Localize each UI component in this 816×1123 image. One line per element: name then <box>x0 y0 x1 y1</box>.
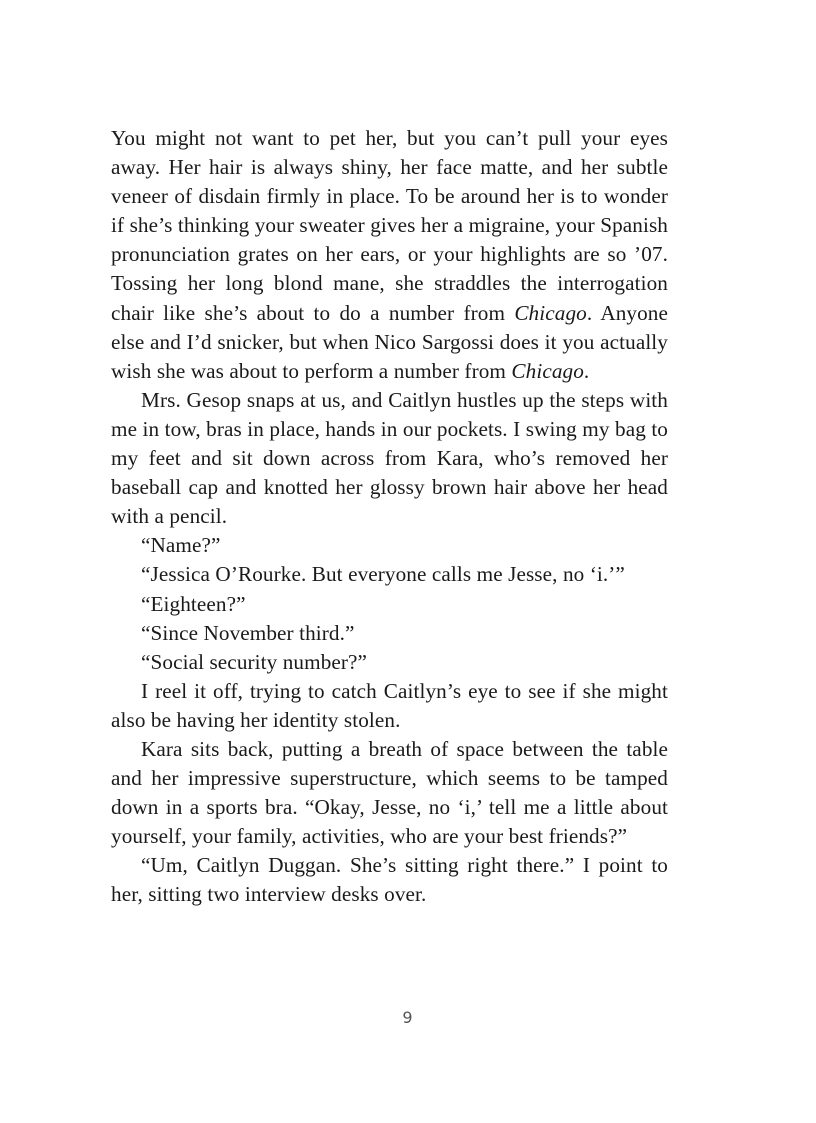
text-run: Mrs. Gesop snaps at us, and Caitlyn hustles up the steps with me in tow, bras in place, hands in our pockets. I swing my bag to my feet and sit down across from Kara, who’s removed her baseball cap and knotted her glossy brown hair above her head with a pencil. <box>111 387 668 529</box>
paragraph <box>111 124 668 386</box>
page-number: 9 <box>402 1008 414 1027</box>
text-run: I reel it off, trying to catch Caitlyn’s eye to see if she might also be having her identity stolen. <box>111 678 668 732</box>
paragraph <box>111 677 668 735</box>
text-run: “Name?” <box>141 533 221 558</box>
paragraph <box>111 386 668 531</box>
text-run: Kara sits back, putting a breath of space between the table and her impressive superstructure, which seems to be tamped down in a sports bra. “Okay, Jesse, no ‘i,’ tell me a little about yourself, your family, activities, who are your best friends?” <box>111 736 668 849</box>
text-run: “Since November third.” <box>141 620 355 645</box>
text-run: You might not want to pet her, but you can’t pull your eyes away. Her hair is always shiny, her face matte, and her subtle veneer of disdain firmly in place. To be around her is to wonder if she’s thinking your sweater gives her a migraine, your Spanish pronunciation grates on her ears, or your highlights are so ’07. Tossing her long blond mane, she straddles the interrogation chair like she’s about to do a number from <box>111 126 668 325</box>
text-run: . Anyone else and I’d snicker, but when Nico Sargossi does it you actually wish she was about to perform a number from <box>111 300 668 383</box>
paragraph <box>111 648 668 677</box>
text-run: “Social security number?” <box>141 649 368 674</box>
paragraph <box>111 619 668 648</box>
paragraph <box>111 590 668 619</box>
text-run: “Um, Caitlyn Duggan. She’s sitting right there.” I point to her, sitting two interview desks over. <box>111 853 668 907</box>
text-run: “Eighteen?” <box>141 591 246 616</box>
body-text <box>111 124 668 910</box>
paragraph <box>111 735 668 851</box>
paragraph <box>111 560 668 589</box>
paragraph <box>111 851 668 909</box>
italic-title: Chicago <box>511 358 584 383</box>
text-run: “Jessica O’Rourke. But everyone calls me Jesse, no ‘i.’” <box>141 562 625 587</box>
paragraph <box>111 531 668 560</box>
text-run: . <box>583 358 590 383</box>
italic-title: Chicago <box>514 300 587 325</box>
